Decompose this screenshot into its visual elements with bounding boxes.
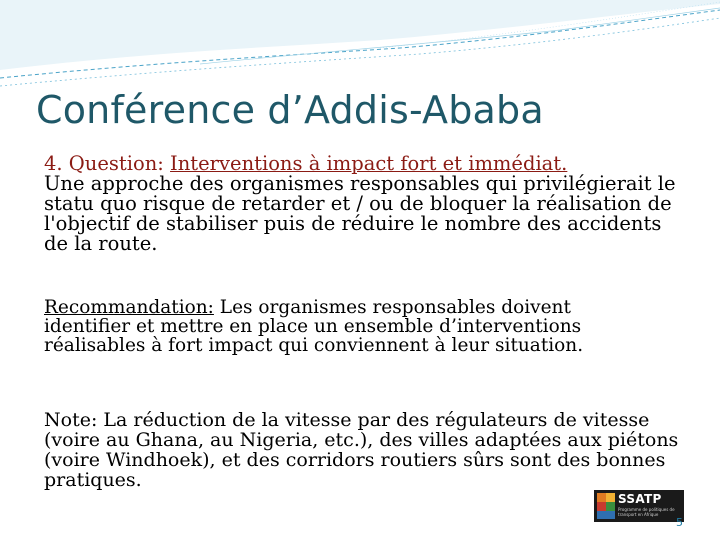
question-text: Une approche des organismes responsables qui privilégierait le statu quo risque de retarder et / ou de bloquer la réalisation de l'objectif de stabiliser puis de réduire le nombre des accidents de la route. [44, 172, 676, 255]
ssatp-logo-name: SSATP [618, 492, 662, 506]
recommendation-paragraph [44, 298, 644, 355]
question-heading: 4. Question: [44, 152, 171, 175]
page-number: 5 [676, 516, 683, 529]
slide-title: Conférence d’Addis-Ababa [36, 88, 544, 132]
ssatp-logo [594, 490, 684, 522]
question-topic: Interventions à impact fort et immédiat. [170, 152, 568, 175]
recommendation-label: Recommandation: [44, 297, 214, 318]
recommendation-text: Les organismes responsables doivent identifier et mettre en place un ensemble d’interventions réalisables à fort impact qui conviennent à leur situation. [44, 297, 584, 356]
question-paragraph [44, 154, 684, 254]
note-paragraph: Note: La réduction de la vitesse par des régulateurs de vitesse (voire au Ghana, au Nigeria, etc.), des villes adaptées aux piétons (voire Windhoek), et des corridors routiers sûrs sont des bonnes pratiques. [44, 409, 679, 491]
ssatp-logo-subtitle: Programme de politiques de transport en Afrique [618, 507, 675, 517]
ssatp-logo-mark-icon [597, 493, 615, 519]
